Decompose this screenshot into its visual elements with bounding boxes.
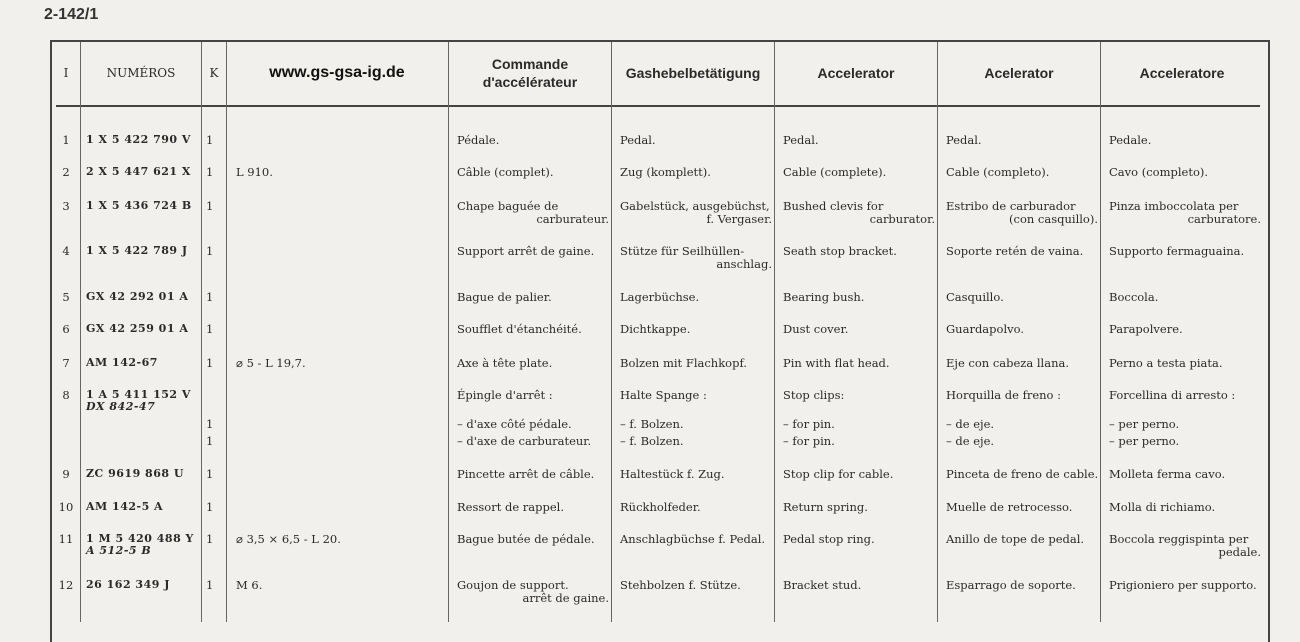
part-number: 1 X 5 422 790 V — [86, 133, 191, 146]
desc-fr: Épingle d'arrêt : — [457, 388, 553, 402]
desc-it: – per perno. — [1109, 417, 1180, 431]
col-divider — [226, 42, 227, 622]
page-reference: 2-142/1 — [44, 6, 99, 23]
desc-en: Stop clips: — [783, 388, 845, 402]
desc-es: Soporte retén de vaina. — [946, 244, 1084, 258]
quantity: 1 — [206, 434, 214, 448]
dimension-note: M 6. — [236, 578, 263, 592]
desc-fr: – d'axe côté pédale. — [457, 417, 572, 431]
desc-de: Anschlagbüchse f. Pedal. — [620, 532, 766, 546]
desc-de: Stehbolzen f. Stütze. — [620, 578, 741, 592]
desc-de: Dichtkappe. — [620, 322, 691, 336]
desc-en: Seath stop bracket. — [783, 244, 897, 258]
desc-de: Pedal. — [620, 133, 656, 147]
row-index: 5 — [62, 290, 70, 304]
row-index: 10 — [58, 500, 74, 514]
desc-fr: Support arrêt de gaine. — [457, 244, 595, 258]
desc-es: Esparrago de soporte. — [946, 578, 1076, 592]
desc-de: Bolzen mit Flachkopf. — [620, 356, 747, 370]
website-watermark: www.gs-gsa-ig.de — [269, 64, 405, 81]
part-number: 1 X 5 422 789 J — [86, 244, 188, 257]
part-number: 1 X 5 436 724 B — [86, 199, 192, 212]
row-index: 4 — [62, 244, 70, 258]
desc-en: Stop clip for cable. — [783, 467, 894, 481]
desc-en: Cable (complete). — [783, 165, 887, 179]
col-divider — [80, 42, 81, 622]
header-french: Commande d'accélérateur — [482, 56, 578, 90]
row-index: 1 — [62, 133, 70, 147]
desc-fr: – d'axe de carburateur. — [457, 434, 592, 448]
desc-en: Bracket stud. — [783, 578, 862, 592]
col-divider — [1100, 42, 1101, 622]
col-divider — [448, 42, 449, 622]
desc-de: Zug (komplett). — [620, 165, 711, 179]
desc-it: Supporto fermaguaina. — [1109, 244, 1245, 258]
desc-it: Molleta ferma cavo. — [1109, 467, 1226, 481]
part-number-alt: A 512-5 B — [86, 544, 152, 557]
part-number: 2 X 5 447 621 X — [86, 165, 191, 178]
desc-de: Haltestück f. Zug. — [620, 467, 725, 481]
part-number-alt: DX 842-47 — [86, 400, 156, 413]
dimension-note: L 910. — [236, 165, 273, 179]
part-number: AM 142-67 — [86, 356, 158, 369]
desc-it: Molla di richiamo. — [1109, 500, 1216, 514]
desc-fr-cont: arrêt de gaine. — [522, 591, 609, 605]
desc-de: Rückholfeder. — [620, 500, 701, 514]
row-index: 2 — [62, 165, 70, 179]
header-english: Accelerator — [817, 65, 895, 81]
desc-fr: Chape baguée de — [457, 199, 559, 213]
row-index: 11 — [58, 532, 74, 546]
col-divider — [201, 42, 202, 622]
desc-fr: Soufflet d'étanchéité. — [457, 322, 582, 336]
dimension-note: ⌀ 5 - L 19,7. — [236, 356, 306, 370]
desc-fr: Axe à tête plate. — [457, 356, 553, 370]
desc-fr: Goujon de support. — [457, 578, 569, 592]
row-index: 6 — [62, 322, 70, 336]
desc-fr: Bague de palier. — [457, 290, 552, 304]
desc-it-cont: pedale. — [1218, 545, 1261, 559]
part-number: 1 A 5 411 152 V — [86, 388, 191, 401]
desc-it-cont: carburatore. — [1187, 212, 1261, 226]
desc-en: – for pin. — [783, 417, 835, 431]
desc-es: Pedal. — [946, 133, 982, 147]
desc-fr-cont: carburateur. — [536, 212, 609, 226]
desc-es: Pinceta de freno de cable. — [946, 467, 1099, 481]
desc-es: Eje con cabeza llana. — [946, 356, 1070, 370]
row-index: 7 — [62, 356, 70, 370]
desc-it: Forcellina di arresto : — [1109, 388, 1236, 402]
desc-es: – de eje. — [946, 434, 995, 448]
parts-table-frame — [50, 40, 1270, 642]
quantity: 1 — [206, 199, 214, 213]
header-divider — [56, 105, 1260, 107]
desc-es: Horquilla de freno : — [946, 388, 1062, 402]
header-spanish: Acelerator — [984, 65, 1054, 81]
part-number: GX 42 259 01 A — [86, 322, 189, 335]
desc-de: – f. Bolzen. — [620, 434, 684, 448]
desc-it: Pinza imboccolata per — [1109, 199, 1239, 213]
col-divider — [774, 42, 775, 622]
desc-de-cont: f. Vergaser. — [706, 212, 772, 226]
desc-it: Boccola. — [1109, 290, 1159, 304]
desc-it: Perno a testa piata. — [1109, 356, 1223, 370]
desc-en-cont: carburator. — [869, 212, 935, 226]
desc-es: Cable (completo). — [946, 165, 1050, 179]
header-index: I — [63, 66, 69, 80]
col-divider — [937, 42, 938, 622]
desc-es: Estribo de carburador — [946, 199, 1076, 213]
desc-es-cont: (con casquillo). — [1009, 212, 1098, 226]
row-index: 3 — [62, 199, 70, 213]
desc-fr: Pédale. — [457, 133, 500, 147]
part-number: GX 42 292 01 A — [86, 290, 189, 303]
desc-it: Boccola reggispinta per — [1109, 532, 1249, 546]
desc-it: Prigioniero per supporto. — [1109, 578, 1257, 592]
desc-es: Anillo de tope de pedal. — [946, 532, 1085, 546]
desc-es: – de eje. — [946, 417, 995, 431]
row-index: 8 — [62, 388, 70, 402]
desc-en: Return spring. — [783, 500, 868, 514]
quantity: 1 — [206, 322, 214, 336]
desc-de-cont: anschlag. — [716, 257, 772, 271]
row-index: 12 — [58, 578, 74, 592]
quantity: 1 — [206, 133, 214, 147]
quantity: 1 — [206, 290, 214, 304]
desc-en: – for pin. — [783, 434, 835, 448]
desc-es: Casquillo. — [946, 290, 1004, 304]
desc-fr: Pincette arrêt de câble. — [457, 467, 595, 481]
quantity: 1 — [206, 165, 214, 179]
quantity: 1 — [206, 417, 214, 431]
desc-it: Cavo (completo). — [1109, 165, 1209, 179]
desc-en: Pin with flat head. — [783, 356, 890, 370]
quantity: 1 — [206, 532, 214, 546]
desc-en: Pedal stop ring. — [783, 532, 875, 546]
desc-es: Muelle de retrocesso. — [946, 500, 1073, 514]
header-k: K — [209, 66, 219, 80]
dimension-note: ⌀ 3,5 × 6,5 - L 20. — [236, 532, 341, 546]
quantity: 1 — [206, 500, 214, 514]
part-number: AM 142-5 A — [86, 500, 164, 513]
col-divider — [611, 42, 612, 622]
header-numeros: NUMÉROS — [106, 66, 176, 80]
desc-en: Pedal. — [783, 133, 819, 147]
quantity: 1 — [206, 356, 214, 370]
desc-en: Dust cover. — [783, 322, 849, 336]
desc-en: Bearing bush. — [783, 290, 865, 304]
quantity: 1 — [206, 467, 214, 481]
header-italian: Acceleratore — [1139, 65, 1225, 81]
desc-it: Parapolvere. — [1109, 322, 1183, 336]
desc-fr: Ressort de rappel. — [457, 500, 565, 514]
desc-de: Gabelstück, ausgebüchst, — [620, 199, 770, 213]
desc-it: Pedale. — [1109, 133, 1152, 147]
desc-en: Bushed clevis for — [783, 199, 884, 213]
quantity: 1 — [206, 244, 214, 258]
desc-fr: Bague butée de pédale. — [457, 532, 595, 546]
part-number: 26 162 349 J — [86, 578, 170, 591]
part-number: 1 M 5 420 488 Y — [86, 532, 194, 545]
quantity: 1 — [206, 578, 214, 592]
desc-es: Guardapolvo. — [946, 322, 1025, 336]
desc-de: Lagerbüchse. — [620, 290, 700, 304]
desc-de: Stütze für Seilhüllen- — [620, 244, 745, 258]
part-number: ZC 9619 868 U — [86, 467, 184, 480]
header-german: Gashebelbetätigung — [625, 65, 761, 81]
desc-fr: Câble (complet). — [457, 165, 554, 179]
row-index: 9 — [62, 467, 70, 481]
desc-it: – per perno. — [1109, 434, 1180, 448]
desc-de: Halte Spange : — [620, 388, 707, 402]
desc-de: – f. Bolzen. — [620, 417, 684, 431]
